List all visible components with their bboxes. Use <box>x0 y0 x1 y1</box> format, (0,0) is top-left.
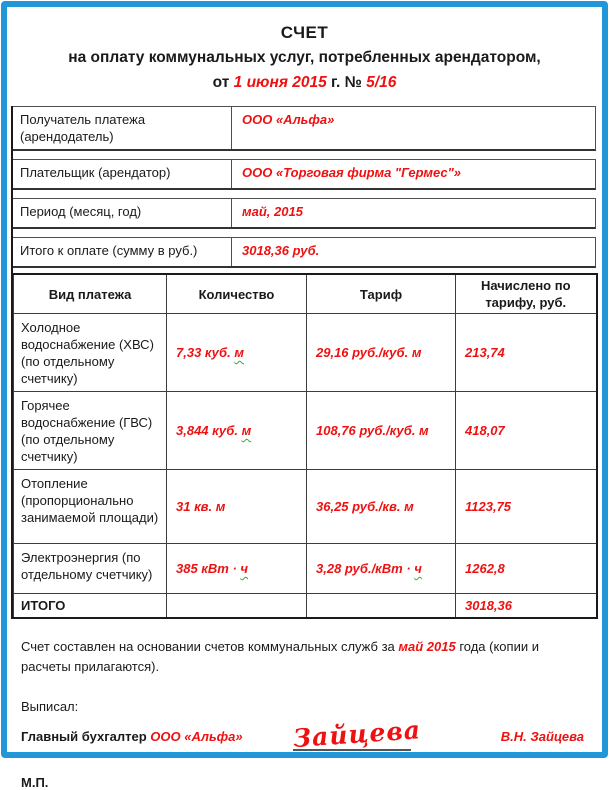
service-type-cell: Холодное водоснабжение (ХВС) (по отдельному счетчику) <box>14 314 167 392</box>
accountant-org: ООО «Альфа» <box>150 728 243 744</box>
payee-row <box>13 106 596 151</box>
service-type-cell: Электроэнергия (по отдельному счетчику) <box>14 544 167 594</box>
note-text-end: года (копии и расчеты прилагаются). <box>21 638 539 674</box>
tables-wrapper <box>11 106 596 619</box>
col-header-type: Вид платежа <box>14 274 167 314</box>
col-header-tariff: Тариф <box>307 274 456 314</box>
doc-date: 1 июня 2015 <box>233 74 327 91</box>
table-row-heating <box>14 470 597 544</box>
service-type-cell: Горячее водоснабжение (ГВС) (по отдельному счетчику) <box>14 392 167 470</box>
issued-label: Выписал: <box>21 698 79 714</box>
service-type-cell: Отопление (пропорционально занимаемой площади) <box>14 470 167 544</box>
col-header-quantity: Количество <box>167 274 307 314</box>
signature-row <box>21 714 584 753</box>
tariff-cell: 29,16 руб./куб. м <box>307 314 456 392</box>
stamp-label: М.П. <box>21 774 49 790</box>
quantity-cell: 7,33 куб. м <box>167 314 307 392</box>
table-row-hot-water <box>14 392 597 470</box>
charges-table <box>13 273 598 619</box>
period-label: Период (месяц, год) <box>13 199 232 227</box>
payee-value: ООО «Альфа» <box>242 112 335 127</box>
accountant-block <box>21 729 243 751</box>
doc-number: 5/16 <box>366 74 397 91</box>
invoice-title: СЧЕТ <box>280 23 329 42</box>
total-quantity-cell <box>167 594 307 618</box>
amount-cell: 213,74 <box>456 314 597 392</box>
tariff-cell: 3,28 руб./кВт · ч <box>307 544 456 594</box>
amount-cell: 418,07 <box>456 392 597 470</box>
amount-cell: 1262,8 <box>456 544 597 594</box>
total-due-label: Итого к оплате (сумму в руб.) <box>13 238 232 266</box>
note-paragraph <box>21 637 566 677</box>
total-due-value: 3018,36 руб. <box>242 243 320 258</box>
payer-row <box>13 159 596 190</box>
col-header-accrued: Начислено по тарифу, руб. <box>456 274 597 314</box>
invoice-docline <box>7 70 602 95</box>
total-tariff-cell <box>307 594 456 618</box>
payee-label: Получатель платежа (арендодатель) <box>13 107 232 149</box>
signer-name: В.Н. Зайцева <box>500 728 584 744</box>
tariff-cell: 108,76 руб./куб. м <box>307 392 456 470</box>
payer-value: ООО «Торговая фирма "Гермес"» <box>242 165 462 180</box>
note-text-start: Счет составлен на основании счетов коммунальных служб за <box>21 638 399 654</box>
quantity-cell: 385 кВт · ч <box>167 544 307 594</box>
payer-label: Плательщик (арендатор) <box>13 160 232 188</box>
signature-script: Зайцева <box>291 714 422 753</box>
period-row <box>13 198 596 229</box>
amount-cell: 1123,75 <box>456 470 597 544</box>
invoice-header <box>7 7 602 95</box>
quantity-cell: 3,844 куб. м <box>167 392 307 470</box>
quantity-cell: 31 кв. м <box>167 470 307 544</box>
table-row-electricity <box>14 544 597 594</box>
total-row <box>14 594 597 618</box>
charges-header-row <box>14 274 597 314</box>
signature-block <box>291 714 422 753</box>
table-row-cold-water <box>14 314 597 392</box>
doc-date-prefix: от <box>212 74 230 91</box>
invoice-page <box>1 1 608 790</box>
total-due-row <box>13 237 596 268</box>
accountant-title: Главный бухгалтер <box>21 728 151 744</box>
invoice-subtitle: на оплату коммунальных услуг, потребленных арендатором, <box>68 49 541 66</box>
tariff-cell: 36,25 руб./кв. м <box>307 470 456 544</box>
total-amount-cell: 3018,36 <box>456 594 597 618</box>
period-value: май, 2015 <box>242 204 303 219</box>
doc-number-prefix: г. № <box>331 74 362 91</box>
total-label-cell: ИТОГО <box>14 594 167 618</box>
note-period: май 2015 <box>398 638 456 654</box>
